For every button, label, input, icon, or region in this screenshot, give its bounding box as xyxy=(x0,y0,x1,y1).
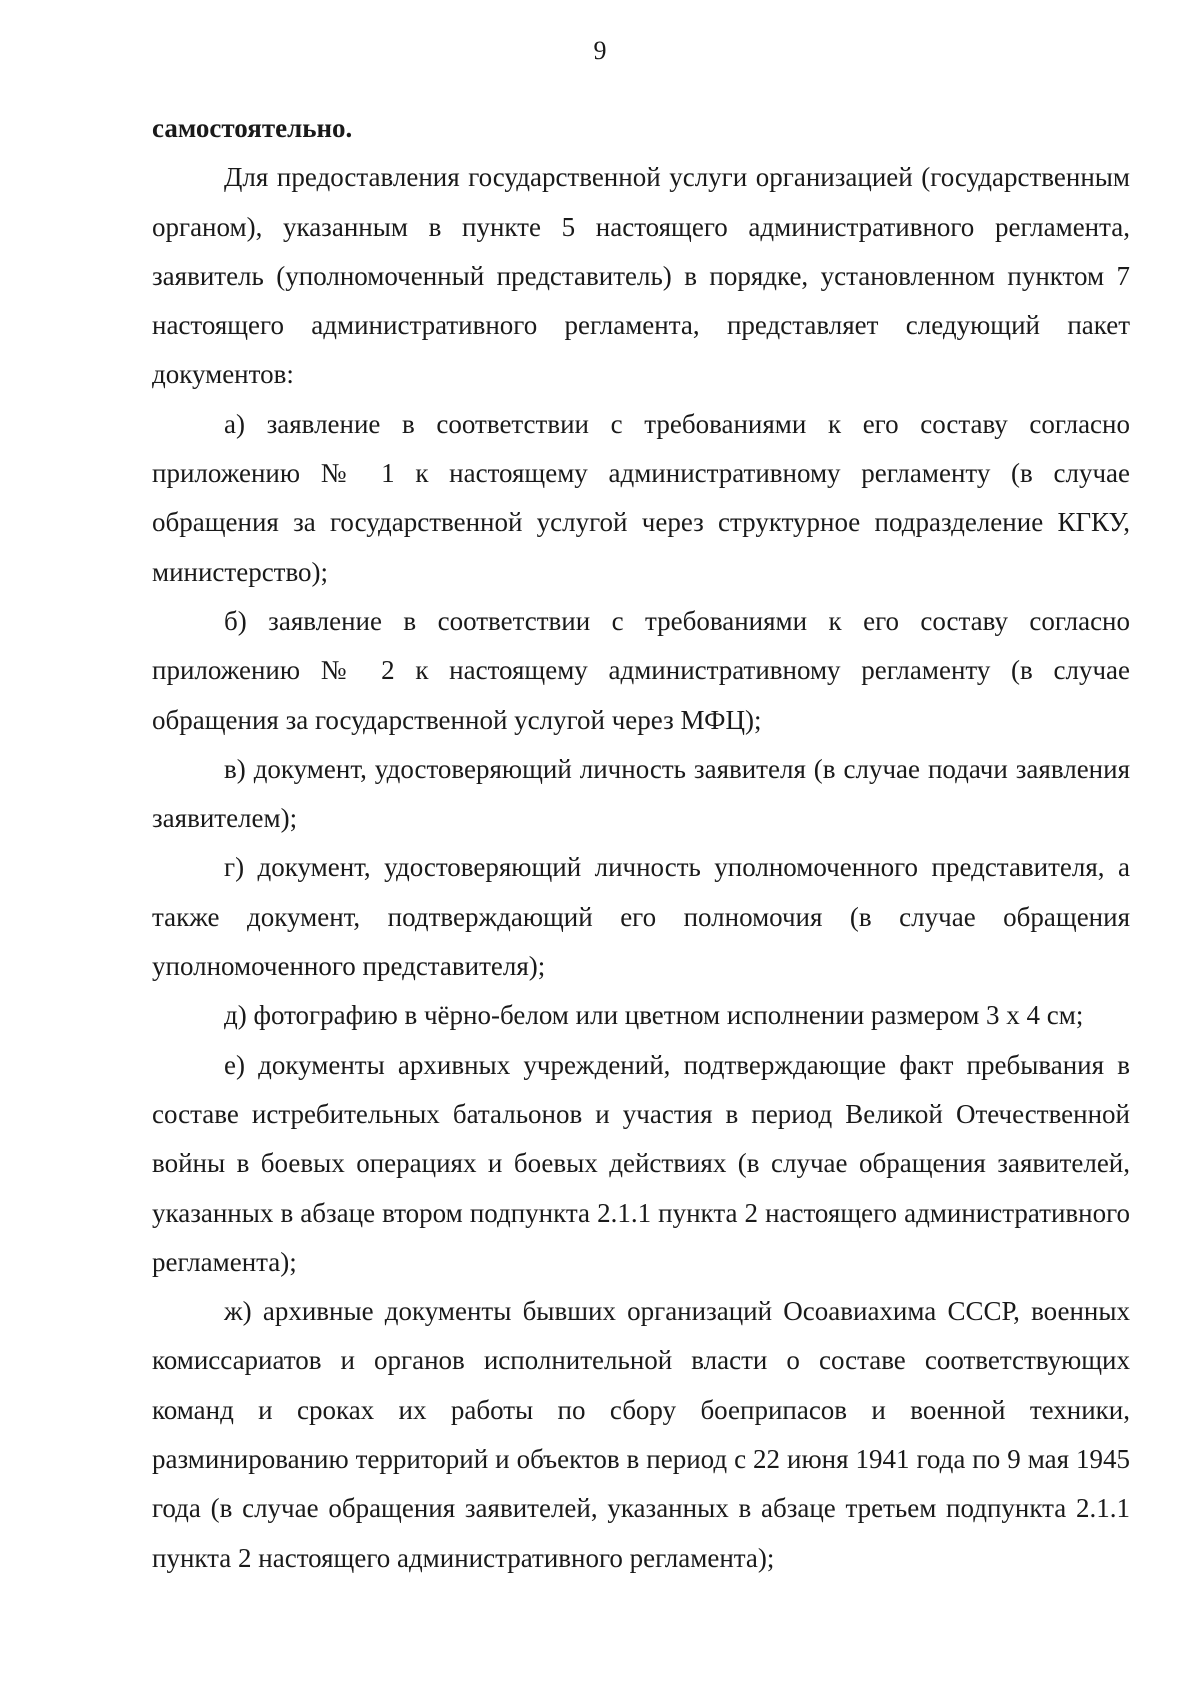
list-item-e: е) документы архивных учреждений, подтверждающие факт пребывания в составе истребительных батальонов и участия в период Великой Отечественной войны в боевых операциях и боевых действиях (в случае обращения заявителей, указанных в абзаце втором подпункта 2.1.1 пункта 2 настоящего административного регламента); xyxy=(152,1049,1130,1277)
page-number: 9 xyxy=(593,36,607,65)
intro-paragraph: Для предоставления государственной услуги организацией (государственным органом), указанным в пункте 5 настоящего административного регламента, заявитель (уполномоченный представитель) в порядке, установленном пунктом 7 настоящего административного регламента, представляет следующий пакет документов: xyxy=(152,162,1130,390)
continuation-line xyxy=(152,104,1130,153)
document-body xyxy=(152,104,1130,1583)
continuation-text: самостоятельно. xyxy=(152,113,353,143)
list-item-d: д) фотографию в чёрно-белом или цветном исполнении размером 3 х 4 см; xyxy=(224,1000,1084,1031)
list-item-zh: ж) архивные документы бывших организаций Осоавиахима СССР, военных комиссариатов и органов исполнительной власти о составе соответствующих команд и сроках их работы по сбору боеприпасов и военной техники, разминированию территорий и объектов в период с 22 июня 1941 года по 9 мая 1945 года (в случае обращения заявителей, указанных в абзаце третьем подпункта 2.1.1 пункта 2 настоящего административного регламента); xyxy=(152,1296,1130,1573)
list-item-b: б) заявление в соответствии с требованиями к его составу согласно приложению № 2 к настоящему административному регламенту (в случае обращения за государственной услугой через МФЦ); xyxy=(152,605,1130,735)
list-item-g: г) документ, удостоверяющий личность уполномоченного представителя, а также документ, подтверждающий его полномочия (в случае обращения уполномоченного представителя); xyxy=(152,852,1130,982)
list-item-a: а) заявление в соответствии с требованиями к его составу согласно приложению № 1 к настоящему административному регламенту (в случае обращения за государственной услугой через структурное подразделение КГКУ, министерство); xyxy=(152,408,1130,587)
list-item-v: в) документ, удостоверяющий личность заявителя (в случае подачи заявления заявителем); xyxy=(152,753,1130,834)
